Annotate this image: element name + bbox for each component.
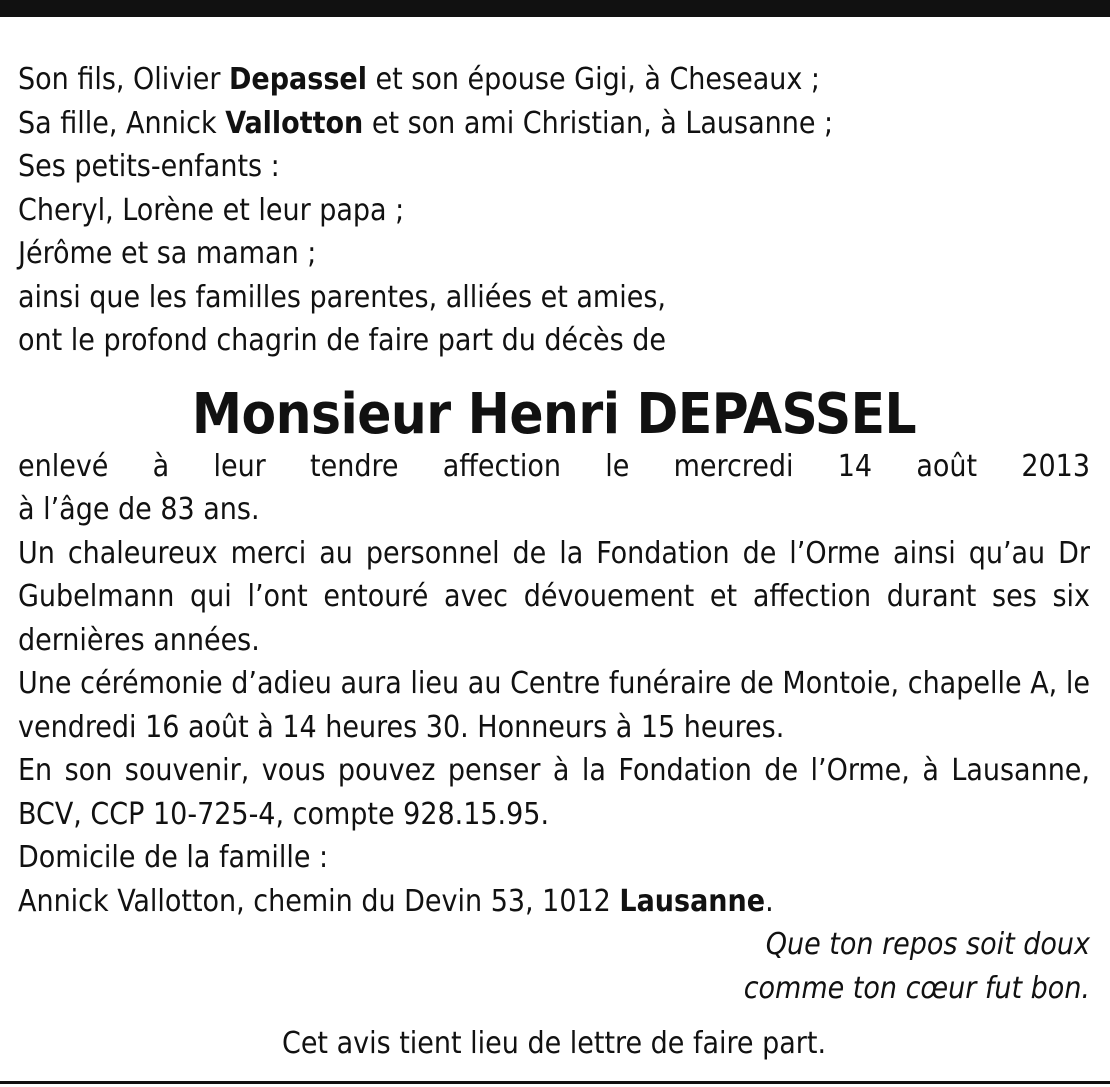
address-line (18, 880, 1090, 924)
grandchildren-heading: Ses petits-enfants : (18, 149, 280, 184)
ceremony-paragraph: Une cérémonie d’adieu aura lieu au Centre funéraire de Montoie, chapelle A, le vendredi 16 août à 14 heures 30. Honneurs à 15 heures. (18, 666, 1090, 745)
grandchildren-line-1: Cheryl, Lorène et leur papa ; (18, 192, 405, 228)
age-line: à l’âge de 83 ans. (18, 492, 260, 527)
epitaph-line-2: comme ton cœur fut bon. (743, 970, 1090, 1006)
death-date-line: enlevé à leur tendre affection le mercredi 14 août 2013 (18, 448, 1090, 484)
address-city: Lausanne (619, 883, 766, 919)
donation-paragraph: En son souvenir, vous pouvez penser à la Fondation de l’Orme, à Lausanne, BCV, CCP 10-725-4, compte 928.15.95. (18, 753, 1090, 832)
address-prefix: Annick Vallotton, chemin du Devin 53, 1012 (18, 883, 620, 919)
announcement-line: ont le profond chagrin de faire part du décès de (18, 323, 667, 358)
daughter-line (18, 102, 1090, 146)
top-border-rule (0, 0, 1110, 17)
son-surname: Depassel (229, 62, 367, 97)
deceased-name: Monsieur Henri DEPASSEL (191, 381, 917, 447)
daughter-prefix: Sa fille, Annick (18, 105, 226, 141)
domicile-heading: Domicile de la famille : (18, 840, 329, 875)
grandchildren-line-2: Jérôme et sa maman ; (18, 236, 317, 271)
closing-note: Cet avis tient lieu de lettre de faire part. (281, 1026, 827, 1061)
thanks-paragraph: Un chaleureux merci au personnel de la Fondation de l’Orme ainsi qu’au Dr Gubelmann qui l’ont entouré avec dévouement et affection durant ses six dernières années. (18, 535, 1090, 658)
relatives-line: ainsi que les familles parentes, alliées et amies, (18, 279, 666, 315)
son-prefix: Son fils, Olivier (18, 62, 230, 97)
address-suffix: . (765, 883, 774, 919)
epitaph-line-1: Que ton repos soit doux (765, 927, 1090, 962)
son-line (18, 58, 1090, 102)
obituary-notice (18, 58, 1090, 1066)
bottom-border-rule (0, 1081, 1110, 1084)
daughter-suffix: et son ami Christian, à Lausanne ; (363, 105, 834, 141)
daughter-surname: Vallotton (225, 105, 364, 141)
son-suffix: et son épouse Gigi, à Cheseaux ; (366, 62, 820, 97)
